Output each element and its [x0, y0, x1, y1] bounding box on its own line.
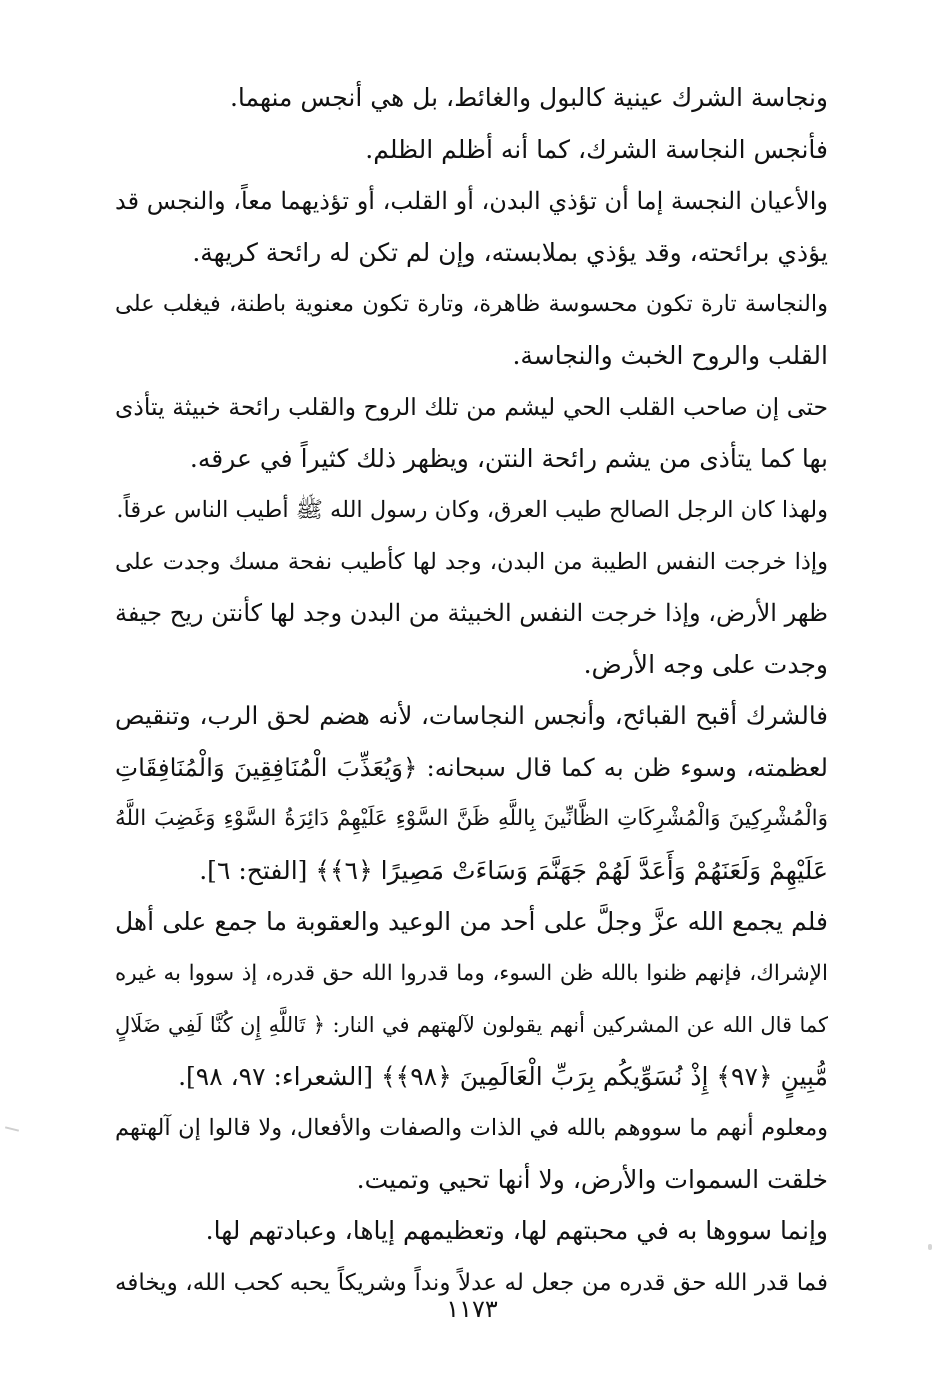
text-line: وجدت على وجه الأرض.	[583, 649, 828, 679]
text-line: لعظمته، وسوء ظن به كما قال سبحانه: ﴿وَيُعَذِّبَ الْمُنَافِقِينَ وَالْمُنَافِقَاتِ	[115, 752, 828, 782]
text-line: فالشرك أقبح القبائح، وأنجس النجاسات، لأنه هضم لحق الرب، وتنقيص	[115, 701, 828, 730]
text-line: ونجاسة الشرك عينية كالبول والغائط، بل هي أنجس منهما.	[229, 83, 828, 112]
text-line: وَالْمُشْرِكِينَ وَالْمُشْرِكَاتِ الظَّانِّينَ بِاللَّهِ ظَنَّ السَّوْءِ عَلَيْهِمْ دَائِرَةُ السَّوْءِ وَغَضِبَ اللَّهُ	[115, 806, 828, 831]
text-line: ظهر الأرض، وإذا خرجت النفس الخبيثة من البدن وجد لها كأنتن ريح جيفة	[115, 599, 828, 627]
text-line: القلب والروح الخبث والنجاسة.	[512, 340, 828, 370]
page-number: ١١٧٣	[446, 1295, 498, 1323]
text-line: والنجاسة تارة تكون محسوسة ظاهرة، وتارة تكون معنوية باطنة، فيغلب على	[115, 291, 828, 317]
text-line: فما قدر الله حق قدره من جعل له عدلاً ونداً وشريكاً يحبه كحب الله، ويخافه	[115, 1269, 828, 1296]
margin-scan-dot	[928, 1244, 932, 1250]
text-line: الإشراك، فإنهم ظنوا بالله ظن السوء، وما قدروا الله حق قدره، إذ سووا به غيره	[115, 960, 828, 986]
text-line: حتى إن صاحب القلب الحي ليشم من تلك الروح والقلب رائحة خبيثة يتأذى	[115, 393, 828, 421]
text-line: ولهذا كان الرجل الصالح طيب العرق، وكان رسول الله ﷺ أطيب الناس عرقاً.	[116, 497, 828, 523]
text-line: خلقت السموات والأرض، ولا أنها تحيي وتميت.	[356, 1164, 828, 1194]
text-line: مُّبِينٍ ﴿٩٧﴾ إِذْ نُسَوِّيكُم بِرَبِّ الْعَالَمِينَ ﴿٩٨﴾﴾ [الشعراء: ٩٧، ٩٨].	[178, 1061, 828, 1091]
body-text	[115, 76, 828, 1312]
text-line: بها كما يتأذى من يشم رائحة النتن، ويظهر ذلك كثيراً في عرقه.	[189, 443, 828, 473]
text-line: وإذا خرجت النفس الطيبة من البدن، وجد لها كأطيب نفحة مسك وجدت على	[115, 548, 828, 575]
text-line: فلم يجمع الله عزَّ وجلَّ على أحد من الوعيد والعقوبة ما جمع على أهل	[115, 907, 828, 936]
text-line: كما قال الله عن المشركين أنهم يقولون لآلهتهم في النار: ﴿ تَاللَّهِ إِن كُنَّا لَفِي ضَلَالٍ	[115, 1013, 828, 1037]
text-line: فأنجس النجاسة الشرك، كما أنه أظلم الظلم.	[365, 134, 828, 164]
text-line: والأعيان النجسة إما أن تؤذي البدن، أو القلب، أو تؤذيهما معاً، والنجس قد	[115, 187, 828, 215]
text-line: ومعلوم أنهم ما سووهم بالله في الذات والصفات والأفعال، ولا قالوا إن آلهتهم	[115, 1115, 828, 1141]
margin-scan-mark	[5, 1126, 19, 1131]
text-line: عَلَيْهِمْ وَلَعَنَهُمْ وَأَعَدَّ لَهُمْ جَهَنَّمَ وَسَاءَتْ مَصِيرًا ﴿٦﴾﴾ [الفتح: ٦].	[199, 855, 828, 885]
text-line: وإنما سووها به في محبتهم لها، وتعظيمهم إياها، وعبادتهم لها.	[205, 1216, 828, 1245]
text-line: يؤذي برائحته، وقد يؤذي بملابسته، وإن لم تكن له رائحة كريهة.	[192, 237, 828, 267]
